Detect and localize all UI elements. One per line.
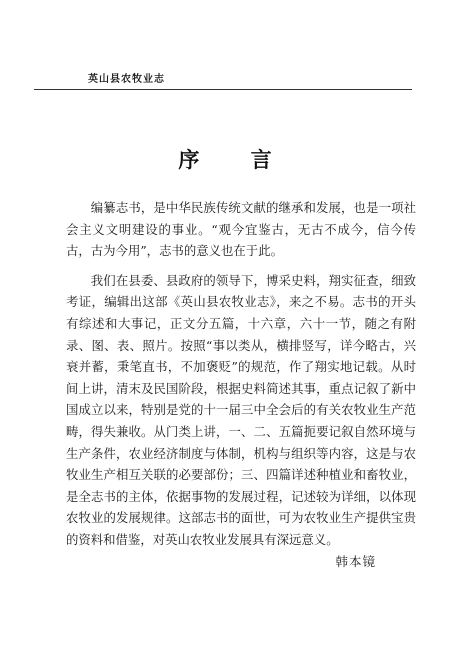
author-signature: 韩本镜 <box>335 554 376 569</box>
paragraph-1: 编纂志书，是中华民族传统文献的继承和发展，也是一项社会主义文明建设的事业。“观今宜鉴古，无古不成今，信今传古，古为今用”，志书的意义也在于此。 <box>66 200 416 259</box>
page-title: 序 言 <box>178 147 294 172</box>
running-head: 英山县农牧业志 <box>88 74 165 85</box>
preface-body <box>66 197 416 559</box>
paragraph-2: 我们在县委、县政府的领导下，博采史料，翔实征查，细致考证，编辑出这部《英山县农牧业志》，来之不易。志书的开头有综述和大事记，正文分五篇，十六章，六十一节，随之有附录、图、表、照片。按照“事以类从，横排竖写，详今略古，兴衰并蓄，秉笔直书，不加褒贬”的规范，作了翔实地记载。从时间上讲，清末及民国阶段，根据史料简述其事，重点记叙了新中国成立以来，特别是党的十一届三中全会后的有关农牧业生产范畴，得失兼收。从门类上讲，一、二、五篇扼要记叙自然环境与生产条件，农业经济制度与体制，机构与组织等内容，这是与农牧业生产相互关联的必要部份；三、四篇详述种植业和畜牧业，是全志书的主体，依据事物的发展过程，记述较为详细，以体现农牧业的发展规律。这部志书的面世，可为农牧业生产提供宝贵的资料和借鉴，对英山农牧业发展具有深远意义。 <box>66 272 416 547</box>
header-rule <box>34 89 412 90</box>
